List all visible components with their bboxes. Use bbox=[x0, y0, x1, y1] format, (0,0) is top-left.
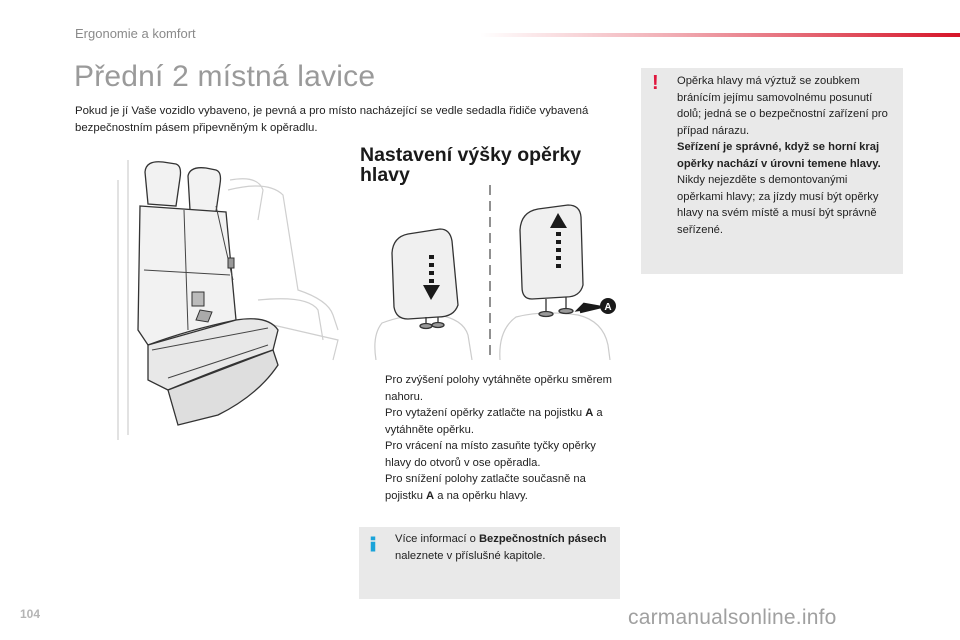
section-subheading: Nastavení výšky opěrky hlavy bbox=[360, 144, 582, 186]
info-text bbox=[395, 531, 615, 564]
instruction-text: Pro zvýšení polohy vytáhněte opěrku směrem nahoru. bbox=[385, 374, 612, 403]
instructions-list bbox=[365, 372, 620, 504]
warning-text-1: Opěrka hlavy má výztuž se zoubkem bránícím jejímu samovolnému posunutí dolů; jedná se o bezpečnostní zařízení pro případ nárazu. bbox=[677, 75, 888, 137]
instruction-text: Pro vytažení opěrky zatlačte na pojistku bbox=[385, 407, 586, 419]
instruction-item bbox=[365, 438, 620, 471]
instruction-text: Pro snížení polohy zatlačte současně na pojistku bbox=[385, 473, 586, 502]
warning-text-2: Nikdy nejezděte s demontovanými opěrkami hlavy; za jízdy musí být opěrky hlavy na svém místě a musí být správně seřízené. bbox=[677, 174, 879, 236]
header-accent-line bbox=[480, 33, 960, 37]
info-icon bbox=[370, 534, 376, 554]
instruction-item bbox=[365, 405, 620, 438]
page-title: Přední 2 místná lavice bbox=[74, 60, 376, 93]
warning-text-bold: Seřízení je správné, když se horní kraj opěrky nachází v úrovni temene hlavy. bbox=[677, 141, 881, 170]
headrest-adjustment-illustration bbox=[368, 185, 616, 360]
warning-icon: ! bbox=[652, 72, 659, 94]
bench-seat-illustration bbox=[108, 150, 348, 440]
label-a: A bbox=[604, 302, 612, 313]
instruction-item bbox=[365, 372, 620, 405]
info-text-bold: Bezpečnostních pásech bbox=[478, 533, 607, 545]
warning-text bbox=[677, 73, 895, 238]
instruction-text: a na opěrku hlavy. bbox=[434, 489, 528, 502]
page-number: 104 bbox=[20, 607, 41, 621]
instruction-text: a vytáhněte opěrku. bbox=[385, 407, 603, 436]
instruction-item bbox=[365, 471, 620, 504]
info-text-post: naleznete v příslušné kapitole. bbox=[395, 549, 546, 562]
watermark: carmanualsonline.info bbox=[628, 606, 837, 629]
instruction-label-a: A bbox=[426, 489, 435, 502]
section-title: Ergonomie a komfort bbox=[75, 26, 196, 41]
instruction-label-a: A bbox=[585, 407, 594, 419]
instruction-text: Pro vrácení na místo zasuňte tyčky opěrky hlavy do otvorů v ose opěradla. bbox=[385, 440, 596, 469]
info-text-pre: Více informací o bbox=[395, 533, 479, 545]
intro-paragraph: Pokud je jí Vaše vozidlo vybaveno, je pevná a pro místo nacházející se vedle sedadla řidiče vybavená bezpečnostním pásem připevněným k opěradlu. bbox=[75, 105, 589, 134]
